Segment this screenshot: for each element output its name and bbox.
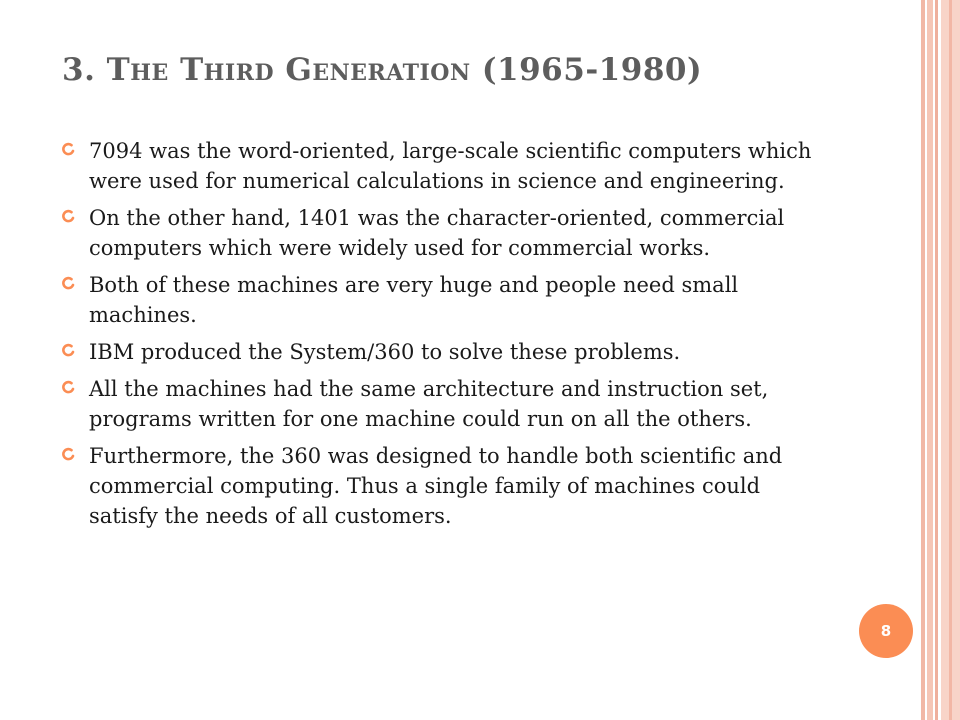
- bullet-item: [62, 374, 822, 434]
- bullet-text: All the machines had the same architecture and instruction set, programs written for one machine could run on all the others.: [89, 377, 769, 431]
- bullet-text: IBM produced the System/360 to solve these problems.: [89, 340, 681, 364]
- decorative-stripe: [921, 0, 925, 720]
- decorative-stripe: [935, 0, 938, 720]
- bullet-text: On the other hand, 1401 was the character-oriented, commercial computers which were widely used for commercial works.: [89, 206, 785, 260]
- orange-circle-bullet-icon: [62, 447, 75, 462]
- orange-circle-bullet-icon: [62, 276, 75, 291]
- bullet-text: 7094 was the word-oriented, large-scale scientific computers which were used for numerical calculations in science and engineering.: [89, 139, 812, 193]
- orange-circle-bullet-icon: [62, 142, 75, 157]
- bullet-text: Furthermore, the 360 was designed to handle both scientific and commercial computing. Thus a single family of machines could satisfy the needs of all customers.: [89, 444, 783, 528]
- orange-circle-bullet-icon: [62, 209, 75, 224]
- bullet-item: [62, 270, 822, 330]
- orange-circle-bullet-icon: [62, 343, 75, 358]
- bullet-list: [62, 136, 822, 538]
- bullet-item: [62, 203, 822, 263]
- page-number-badge: 8: [859, 604, 913, 658]
- slide-title: 3. The Third Generation (1965-1980): [62, 52, 703, 88]
- decorative-stripe: [949, 0, 952, 720]
- bullet-item: [62, 441, 822, 531]
- bullet-item: [62, 136, 822, 196]
- orange-circle-bullet-icon: [62, 380, 75, 395]
- bullet-item: [62, 337, 822, 367]
- decorative-stripe: [927, 0, 933, 720]
- bullet-text: Both of these machines are very huge and people need small machines.: [89, 273, 739, 327]
